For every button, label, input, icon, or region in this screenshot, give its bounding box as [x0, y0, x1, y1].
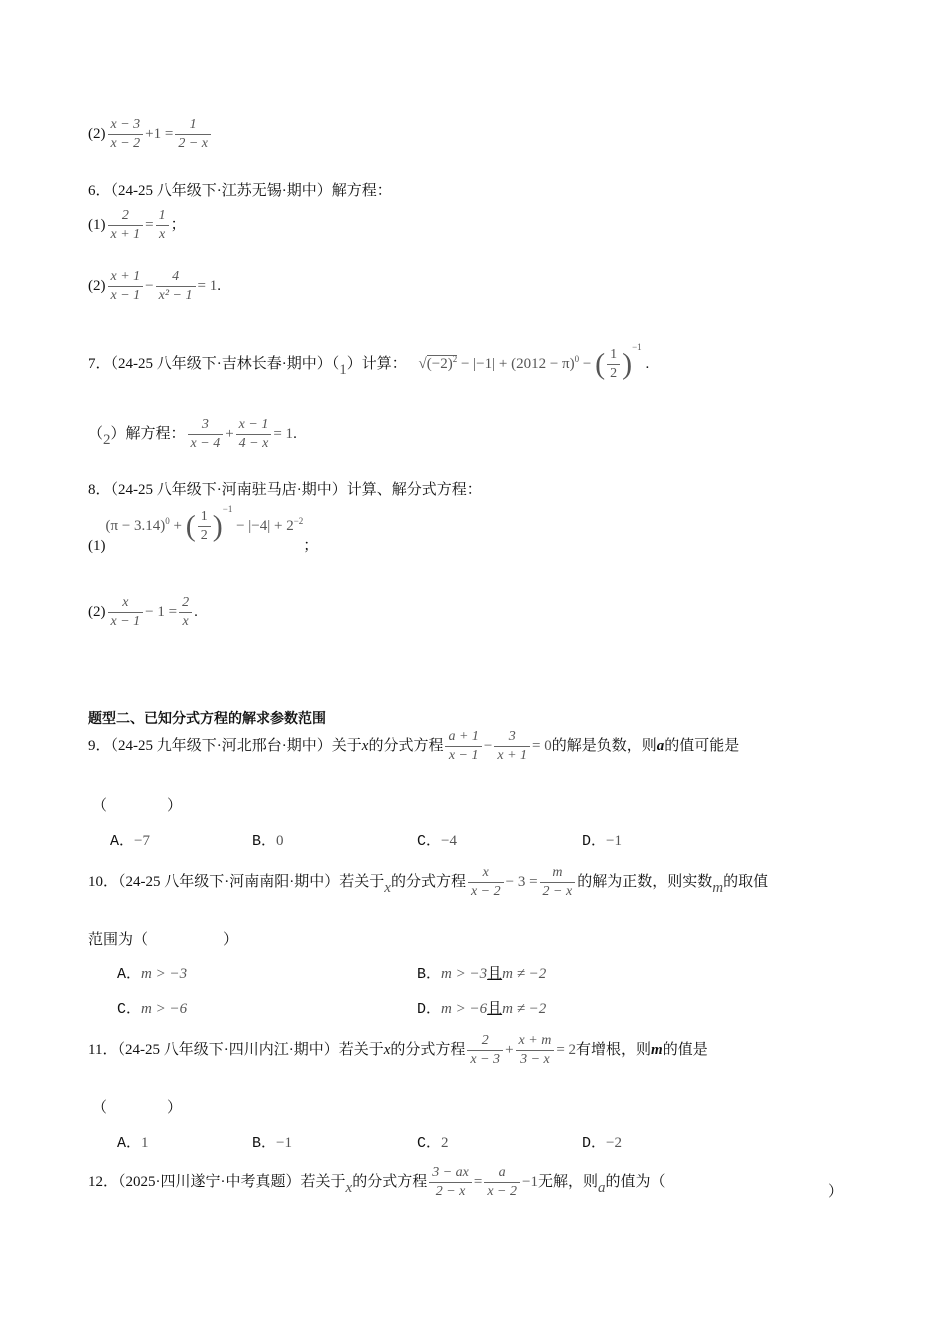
question-6-part-2: (2) $\frac{x + 1}{x - 1}$ − $\frac{4}{\text{x² − 1}}$ = 1.	[88, 269, 221, 303]
section-title: 题型二、已知分式方程的解求参数范围	[88, 711, 326, 727]
option-d[interactable]: D．m > −6且m ≠ −2	[417, 1001, 547, 1018]
option-c[interactable]: C．2	[417, 1135, 449, 1152]
part-label: (2)	[88, 125, 106, 142]
option-b[interactable]: B．−1	[252, 1135, 292, 1152]
question-12-stem: 12．（2025·四川遂宁·中考真题）若关于x的分式方程 $\frac{3 - ax}{2 - x}$ = $\frac{a}{x - 2}$ −1无解，则a的值为（	[88, 1165, 666, 1199]
answer-blank-close[interactable]: ）	[828, 1184, 844, 1200]
option-b[interactable]: B．m > −3且m ≠ −2	[417, 966, 547, 983]
question-6-part-1: (1) $\frac{2}{x + 1}$ = $\frac{1}{x}$ ；	[88, 208, 186, 242]
fraction: $\frac{1}{2 - x}$	[175, 116, 211, 153]
option-a[interactable]: A．m > −3	[117, 966, 188, 983]
fraction: $\frac{x - 3}{x - 2}$	[108, 116, 144, 153]
answer-blank[interactable]: （ ）	[92, 798, 183, 814]
question-7-part-2: （2）解方程： $\frac{3}{x - 4}$ + $\frac{x - 1}{4 - x}$ = 1.	[88, 417, 297, 451]
question-9-stem: 9．（24-25 九年级下·河北邢台·期中）关于x的分式方程 $\frac{a + 1}{x - 1}$ − $\frac{3}{x + 1}$ = 0的解是负数，则a的值可能是	[88, 729, 740, 763]
question-10-stem: 10．（24-25 八年级下·河南南阳·期中）若关于x的分式方程 $\frac{x}{x - 2}$ − 3 = $\frac{m}{2 - x}$ 的解为正数，则实数m的取值	[88, 865, 769, 899]
question-11-stem: 11．（24-25 八年级下·四川内江·期中）若关于x的分式方程 $\frac{2}{x - 3}$ + $\frac{x + m}{3 - x}$ = 2有增根，则m的值是	[88, 1033, 708, 1067]
math-expression: $√(-2)^2 - |-1| + (2012 - \pi)^0$ − ( $\frac{1}{2}$ )$^{-1}$	[418, 342, 642, 382]
option-c[interactable]: C．−4	[417, 833, 457, 850]
question-8-part-2: (2) $\frac{x}{x - 1}$ − 1 = $\frac{2}{x}$ .	[88, 595, 198, 629]
option-d[interactable]: D．−2	[582, 1135, 622, 1152]
answer-blank[interactable]: （ ）	[92, 1100, 183, 1116]
question-10-line2[interactable]: 范围为（ ）	[88, 932, 239, 948]
question-6-stem: 6．（24-25 八年级下·江苏无锡·期中）解方程：	[88, 183, 392, 199]
option-b[interactable]: B．0	[252, 833, 284, 850]
prev-part-2: (2) $\frac{x - 3}{x - 2}$ +1 = $\frac{1}{2 - x}$	[88, 116, 213, 153]
question-7-stem: 7．（24-25 八年级下·吉林长春·期中）（1）计算： $√(-2)^2 - |-1| + (2012 - \pi)^0$ − ( $\frac{1}{2}$ )$^{-1}$ .	[88, 342, 650, 382]
option-a[interactable]: A．−7	[110, 833, 150, 850]
option-d[interactable]: D．−1	[582, 833, 622, 850]
question-8-stem: 8．（24-25 八年级下·河南驻马店·期中）计算、解分式方程：	[88, 482, 482, 498]
option-c[interactable]: C．m > −6	[117, 1001, 188, 1018]
option-a[interactable]: A．1	[117, 1135, 149, 1152]
question-8-part-1: $(1)(\pi - 3.14)^0$ + ( $\frac{1}{2}$ )$^{-1} - |-4| + 2^{-2}$；	[88, 504, 319, 554]
